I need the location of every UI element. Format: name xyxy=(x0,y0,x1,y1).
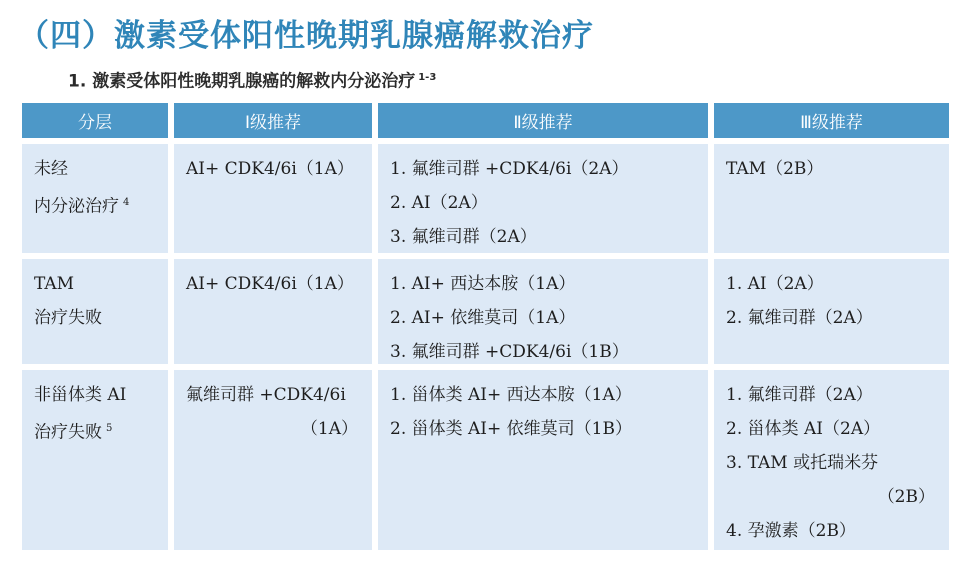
row1-strata-line: 未经 xyxy=(34,159,68,179)
row1-level3-cell xyxy=(714,144,949,253)
row2-level3-cell xyxy=(714,259,949,364)
row1-level3-item: TAM（2B） xyxy=(726,159,824,179)
row2-strata-line: 治疗失败 xyxy=(34,308,102,328)
row3-level2-item: 1. 甾体类 AI+ 西达本胺（1A） xyxy=(390,385,632,405)
row2-strata-cell xyxy=(22,259,168,364)
row2-level2-item: 1. AI+ 西达本胺（1A） xyxy=(390,274,576,294)
row1-level1-cell xyxy=(174,144,372,253)
page-title: （四）激素受体阳性晚期乳腺癌解救治疗 xyxy=(18,18,594,54)
row1-level2-item: 3. 氟维司群（2A） xyxy=(390,227,537,247)
row3-level2-item: 2. 甾体类 AI+ 依维莫司（1B） xyxy=(390,419,632,439)
row3-level3-cell xyxy=(714,370,949,550)
row1-level2-cell xyxy=(378,144,708,253)
subtitle-reference: 1-3 xyxy=(418,72,437,83)
row2-level1-cell xyxy=(174,259,372,364)
row2-level2-cell xyxy=(378,259,708,364)
row1-level2-item: 1. 氟维司群 +CDK4/6i（2A） xyxy=(390,159,629,179)
row3-level3-item: 4. 孕激素（2B） xyxy=(726,521,856,541)
recommendation-table xyxy=(22,103,949,550)
row2-level3-item: 1. AI（2A） xyxy=(726,274,824,294)
row3-strata-reference: 5 xyxy=(106,423,113,434)
row3-strata-cell xyxy=(22,370,168,550)
row1-level1-item: AI+ CDK4/6i（1A） xyxy=(186,159,354,179)
row3-level3-item: （2B） xyxy=(877,487,935,507)
row3-level1-cell xyxy=(174,370,372,550)
row3-level3-item: 3. TAM 或托瑞米芬 xyxy=(726,453,879,473)
header-strata: 分层 xyxy=(22,103,168,138)
section-subtitle xyxy=(68,65,436,95)
subtitle-text: 1. 激素受体阳性晚期乳腺癌的解救内分泌治疗 xyxy=(68,71,416,92)
row3-level3-item: 2. 甾体类 AI（2A） xyxy=(726,419,881,439)
header-level-1: Ⅰ级推荐 xyxy=(174,103,372,138)
row3-level1-item: （1A） xyxy=(300,419,358,439)
row2-level1-item: AI+ CDK4/6i（1A） xyxy=(186,274,354,294)
header-level-2: Ⅱ级推荐 xyxy=(378,103,708,138)
row2-level3-item: 2. 氟维司群（2A） xyxy=(726,308,873,328)
row1-strata-cell xyxy=(22,144,168,253)
header-level-3: Ⅲ级推荐 xyxy=(714,103,949,138)
row2-level2-item: 2. AI+ 依维莫司（1A） xyxy=(390,308,576,328)
row3-level3-item: 1. 氟维司群（2A） xyxy=(726,385,873,405)
row1-level2-item: 2. AI（2A） xyxy=(390,193,488,213)
row1-strata-reference: 4 xyxy=(123,197,130,208)
row1-strata-line: 内分泌治疗 $^4$ xyxy=(34,196,130,217)
row3-strata-line: 非甾体类 AI xyxy=(34,385,127,405)
row3-level1-item: 氟维司群 +CDK4/6i xyxy=(186,385,346,405)
row2-strata-line: TAM xyxy=(34,274,75,294)
row3-strata-line: 治疗失败 $^5$ xyxy=(34,422,113,443)
row2-level2-item: 3. 氟维司群 +CDK4/6i（1B） xyxy=(390,342,629,362)
row3-level2-cell xyxy=(378,370,708,550)
